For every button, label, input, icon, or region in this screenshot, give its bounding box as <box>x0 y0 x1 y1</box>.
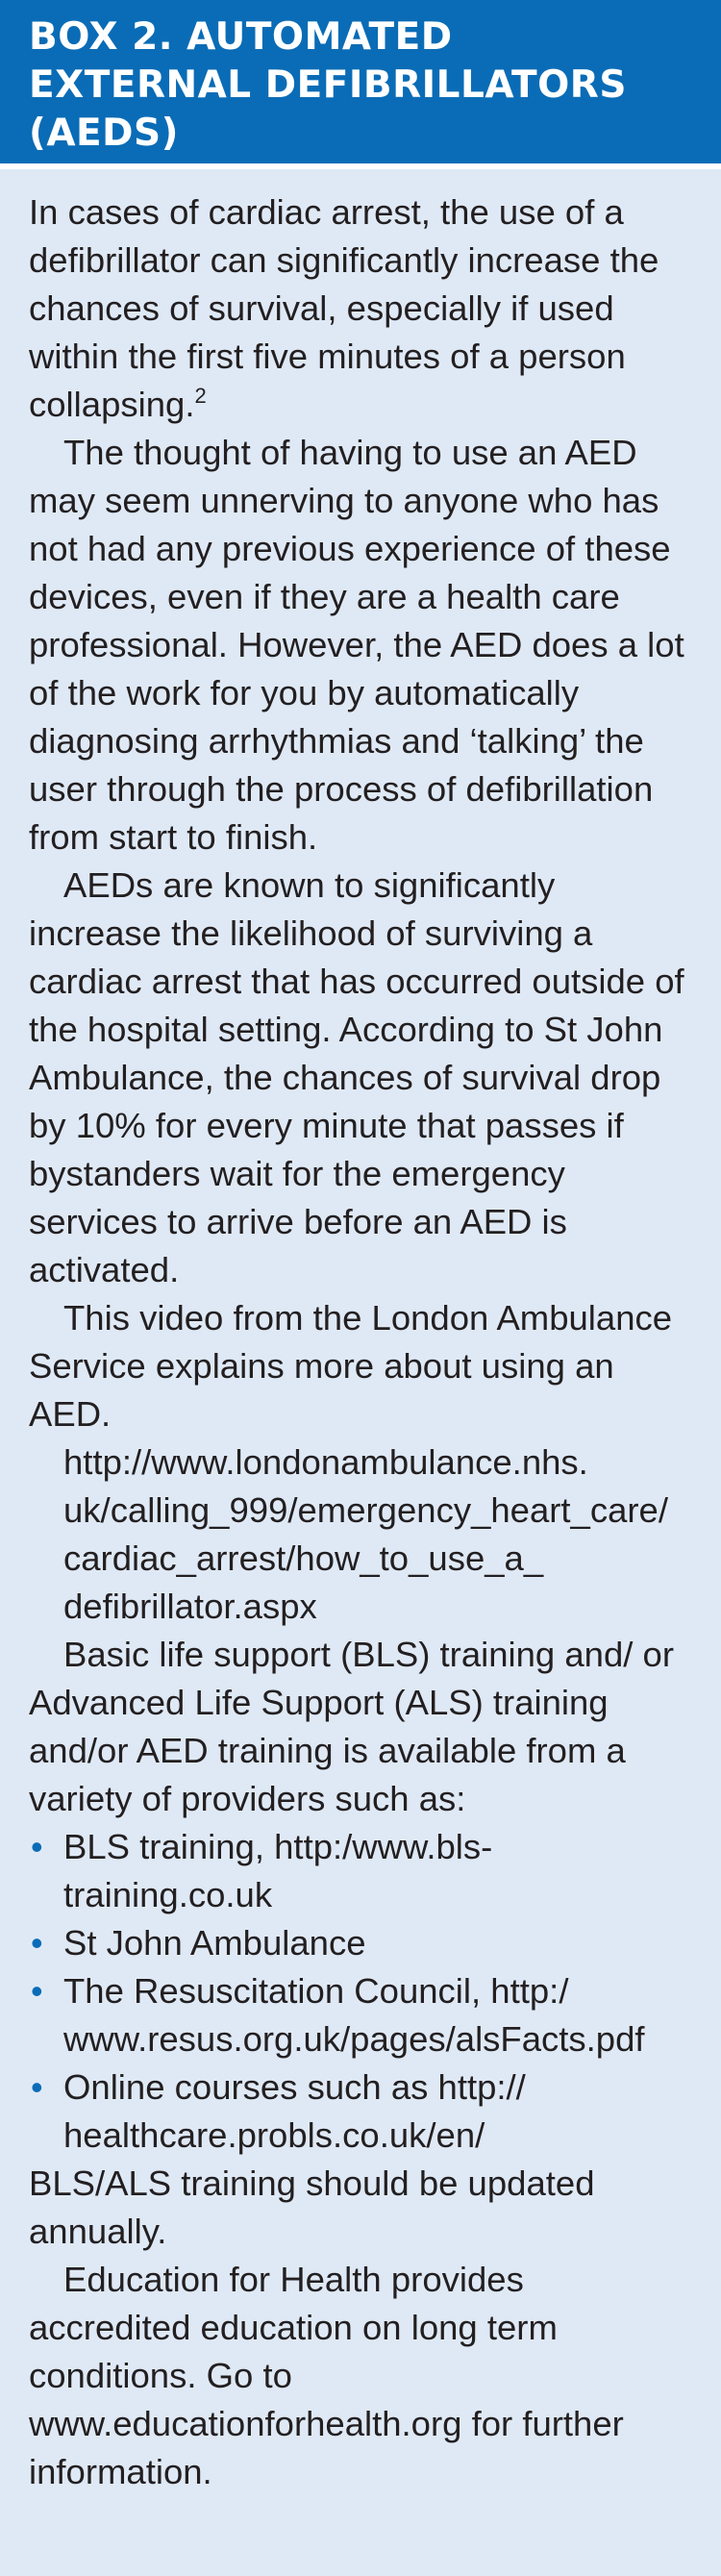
url-line: cardiac_arrest/how_to_use_a_ <box>63 1538 544 1578</box>
paragraph-education: Education for Health provides accredited education on long term conditions. Go to www.educationforhealth.org for further information. <box>29 2260 624 2491</box>
list-item: • St John Ambulance <box>29 1919 692 1967</box>
bullet-icon: • <box>31 1827 43 1866</box>
url-line: defibrillator.aspx <box>63 1587 317 1626</box>
paragraph-intro: In cases of cardiac arrest, the use of a defibrillator can significantly increase the chances of survival, especially if used within the first five minutes of a person collapsing.$^2$ <box>29 192 659 424</box>
bullet-icon: • <box>31 1923 43 1963</box>
box-title-line-2: EXTERNAL DEFIBRILLATORS <box>29 63 627 107</box>
video-link[interactable] <box>29 1438 692 1631</box>
provider-list <box>29 1823 692 2160</box>
url-line: uk/calling_999/emergency_heart_care/ <box>63 1490 669 1530</box>
list-item: • Online courses such as http:// healthcare.probls.co.uk/en/ <box>29 2063 692 2160</box>
reference-superscript: 2 <box>194 384 207 408</box>
box-title-line-1: BOX 2. AUTOMATED <box>29 15 453 59</box>
list-item: • The Resuscitation Council, http:/ www.resus.org.uk/pages/alsFacts.pdf <box>29 1967 692 2063</box>
url-line: http://www.londonambulance.nhs. <box>63 1442 588 1482</box>
bullet-icon: • <box>31 2067 43 2107</box>
box-header <box>0 0 721 163</box>
paragraph-aed-unnerving: The thought of having to use an AED may seem unnerving to anyone who has not had any previous experience of these devices, even if they are a health care professional. However, the AED does a lot of the work for you by automatically diagnosing arrhythmias and ‘talking’ the user through the process of defibrillation from start to finish. <box>29 433 684 857</box>
bullet-icon: • <box>31 1971 43 2011</box>
paragraph-training: Basic life support (BLS) training and/ or Advanced Life Support (ALS) training and/or AED training is available from a variety of providers such as: <box>29 1635 675 1818</box>
box-content <box>0 169 721 2496</box>
paragraph-aed-survival: AEDs are known to significantly increase the likelihood of surviving a cardiac arrest that has occurred outside of the hospital setting. According to St John Ambulance, the chances of survival drop by 10% for every minute that passes if bystanders wait for the emergency services to arrive before an AED is activated. <box>29 865 684 1289</box>
box-title-line-3: (AEDS) <box>29 112 179 155</box>
list-item: • BLS training, http:/www.bls-training.co.uk <box>29 1823 692 1919</box>
paragraph-update: BLS/ALS training should be updated annually. <box>29 2163 595 2251</box>
paragraph-video: This video from the London Ambulance Service explains more about using an AED. <box>29 1298 673 1434</box>
